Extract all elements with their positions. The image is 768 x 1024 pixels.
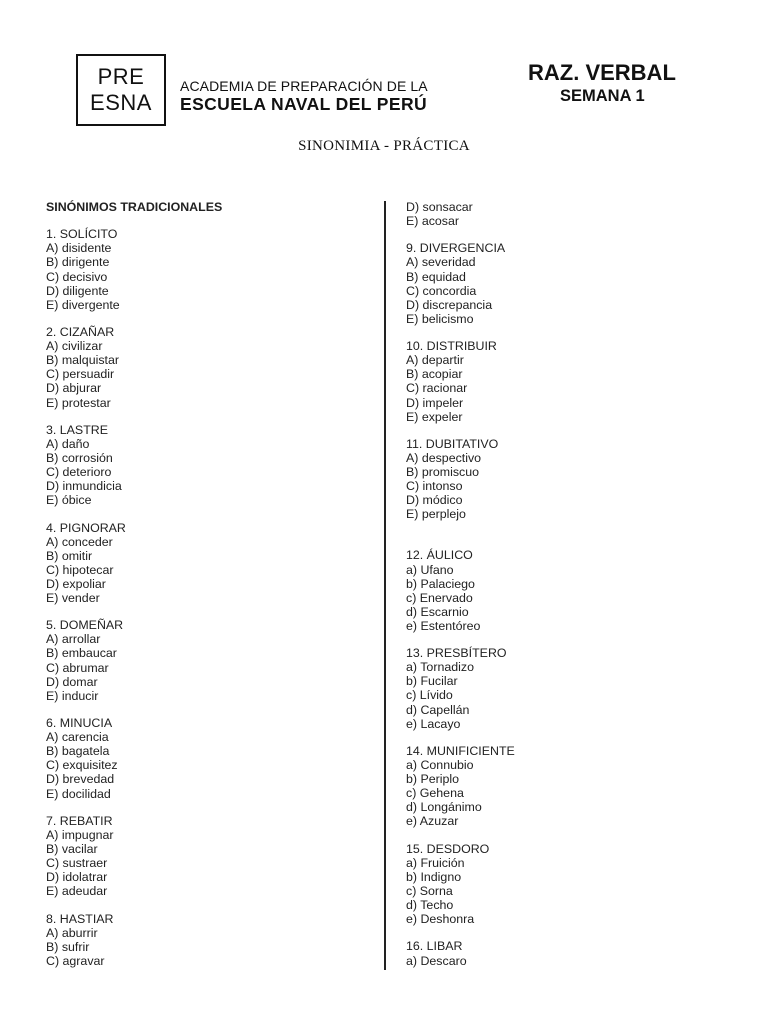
option: D) brevedad (46, 772, 115, 787)
option: b) Periplo (406, 772, 460, 787)
option: e) Estentóreo (406, 618, 481, 633)
option: A) civilizar (46, 339, 103, 354)
question-block (46, 912, 366, 968)
option: C) racionar (406, 381, 468, 396)
option: A) daño (46, 436, 90, 451)
question-word: 2. CIZAÑAR (46, 325, 115, 340)
option: C) exquisitez (46, 758, 118, 773)
option: a) Ufano (406, 562, 454, 577)
option: B) corrosión (46, 450, 113, 465)
question-word: 12. ÁULICO (406, 548, 473, 563)
option: E) divergente (46, 297, 120, 312)
option: e) Deshonra (406, 912, 475, 927)
option: A) severidad (406, 255, 476, 270)
logo-line-1: PRE (97, 64, 145, 89)
option: B) acopiar (406, 367, 463, 382)
question-word: 4. PIGNORAR (46, 520, 126, 535)
question-word: 16. LIBAR (406, 939, 463, 954)
question-block (46, 325, 366, 410)
school-name: ESCUELA NAVAL DEL PERÚ (180, 94, 428, 114)
option: A) conceder (46, 534, 113, 549)
option: A) carencia (46, 730, 109, 745)
option: D) idolatrar (46, 870, 108, 885)
option: C) abrumar (46, 660, 109, 675)
option: B) vacilar (46, 841, 98, 856)
question-block (406, 842, 736, 927)
option: E) docilidad (46, 786, 111, 801)
option: D) abjurar (46, 381, 102, 396)
option: B) promiscuo (406, 465, 479, 480)
question-word: 14. MUNIFICIENTE (406, 743, 515, 758)
logo-line-2: ESNA (90, 90, 152, 115)
option: D) sonsacar (406, 200, 473, 214)
option: D) discrepancia (406, 297, 493, 312)
question-word: 7. REBATIR (46, 813, 113, 828)
option: e) Lacayo (406, 716, 461, 731)
option: A) impugnar (46, 827, 114, 842)
option: C) decisivo (46, 269, 108, 284)
option: E) belicismo (406, 311, 474, 326)
option: E) adeudar (46, 884, 108, 899)
option: C) deterioro (46, 465, 112, 480)
question-block (46, 618, 366, 703)
question-word: 1. SOLÍCITO (46, 227, 118, 242)
question-block (406, 339, 736, 424)
logo (76, 54, 166, 126)
option: c) Lívido (406, 688, 453, 703)
question-block-continued (406, 200, 736, 228)
option: C) hipotecar (46, 562, 114, 577)
option: D) inmundicia (46, 479, 122, 494)
question-block (46, 521, 366, 606)
academy-name: ACADEMIA DE PREPARACIÓN DE LA (180, 78, 428, 94)
option: D) módico (406, 493, 463, 508)
option: C) intonso (406, 479, 463, 494)
option: c) Gehena (406, 786, 464, 801)
option: a) Connubio (406, 758, 474, 773)
option: D) expoliar (46, 576, 106, 591)
question-word: 5. DOMEÑAR (46, 618, 124, 633)
option: c) Sorna (406, 883, 453, 898)
question-block (46, 814, 366, 899)
question-block (406, 744, 736, 829)
option: c) Enervado (406, 590, 473, 605)
question-block (406, 646, 736, 731)
option: A) disidente (46, 241, 112, 256)
question-word: 9. DIVERGENCIA (406, 241, 506, 256)
question-word: 3. LASTRE (46, 422, 108, 437)
option: a) Fruición (406, 855, 465, 870)
option: C) sustraer (46, 856, 108, 871)
question-block (406, 241, 736, 326)
option: B) equidad (406, 269, 466, 284)
option: b) Fucilar (406, 674, 458, 689)
option: E) inducir (46, 688, 99, 703)
option: d) Longánimo (406, 800, 482, 815)
option: E) expeler (406, 409, 463, 424)
option: b) Indigno (406, 869, 462, 884)
option: B) dirigente (46, 255, 110, 270)
option: B) omitir (46, 548, 93, 563)
option: B) bagatela (46, 744, 110, 759)
option: A) departir (406, 353, 464, 368)
option: E) protestar (46, 395, 111, 410)
question-block (46, 716, 366, 801)
option: b) Palaciego (406, 576, 475, 591)
question-block (406, 939, 736, 967)
option: C) agravar (46, 953, 105, 968)
option: C) persuadir (46, 367, 115, 382)
right-column (406, 200, 736, 968)
option: D) domar (46, 674, 98, 689)
option: C) concordia (406, 283, 477, 298)
question-word: 13. PRESBÍTERO (406, 646, 507, 661)
option: D) diligente (46, 283, 109, 298)
option: E) acosar (406, 214, 460, 229)
option: B) sufrir (46, 939, 90, 954)
subject-title: RAZ. VERBAL (528, 60, 676, 85)
section-title: SINÓNIMOS TRADICIONALES (46, 200, 223, 214)
left-column (46, 200, 366, 968)
option: a) Tornadizo (406, 660, 474, 675)
option: d) Capellán (406, 702, 470, 717)
option: D) impeler (406, 395, 464, 410)
week-label: SEMANA 1 (560, 87, 645, 105)
option: d) Escarnio (406, 604, 469, 619)
column-divider (384, 201, 386, 970)
question-word: 11. DUBITATIVO (406, 436, 499, 451)
question-block (46, 227, 366, 312)
option: B) embaucar (46, 646, 117, 661)
option: A) aburrir (46, 925, 98, 940)
question-block (406, 437, 736, 522)
option: B) malquistar (46, 353, 119, 368)
page-title: SINONIMIA - PRÁCTICA (298, 138, 470, 154)
question-block (46, 423, 366, 508)
option: e) Azuzar (406, 814, 459, 829)
option: E) vender (46, 591, 100, 605)
question-word: 15. DESDORO (406, 841, 490, 856)
question-word: 6. MINUCIA (46, 716, 113, 731)
question-word: 8. HASTIAR (46, 911, 114, 926)
option: E) perplejo (406, 507, 466, 522)
option: a) Descaro (406, 953, 467, 968)
question-block (406, 548, 736, 633)
question-word: 10. DISTRIBUIR (406, 339, 497, 354)
option: d) Techo (406, 898, 454, 913)
option: E) óbice (46, 493, 92, 508)
option: A) arrollar (46, 632, 101, 647)
option: A) despectivo (406, 450, 482, 465)
